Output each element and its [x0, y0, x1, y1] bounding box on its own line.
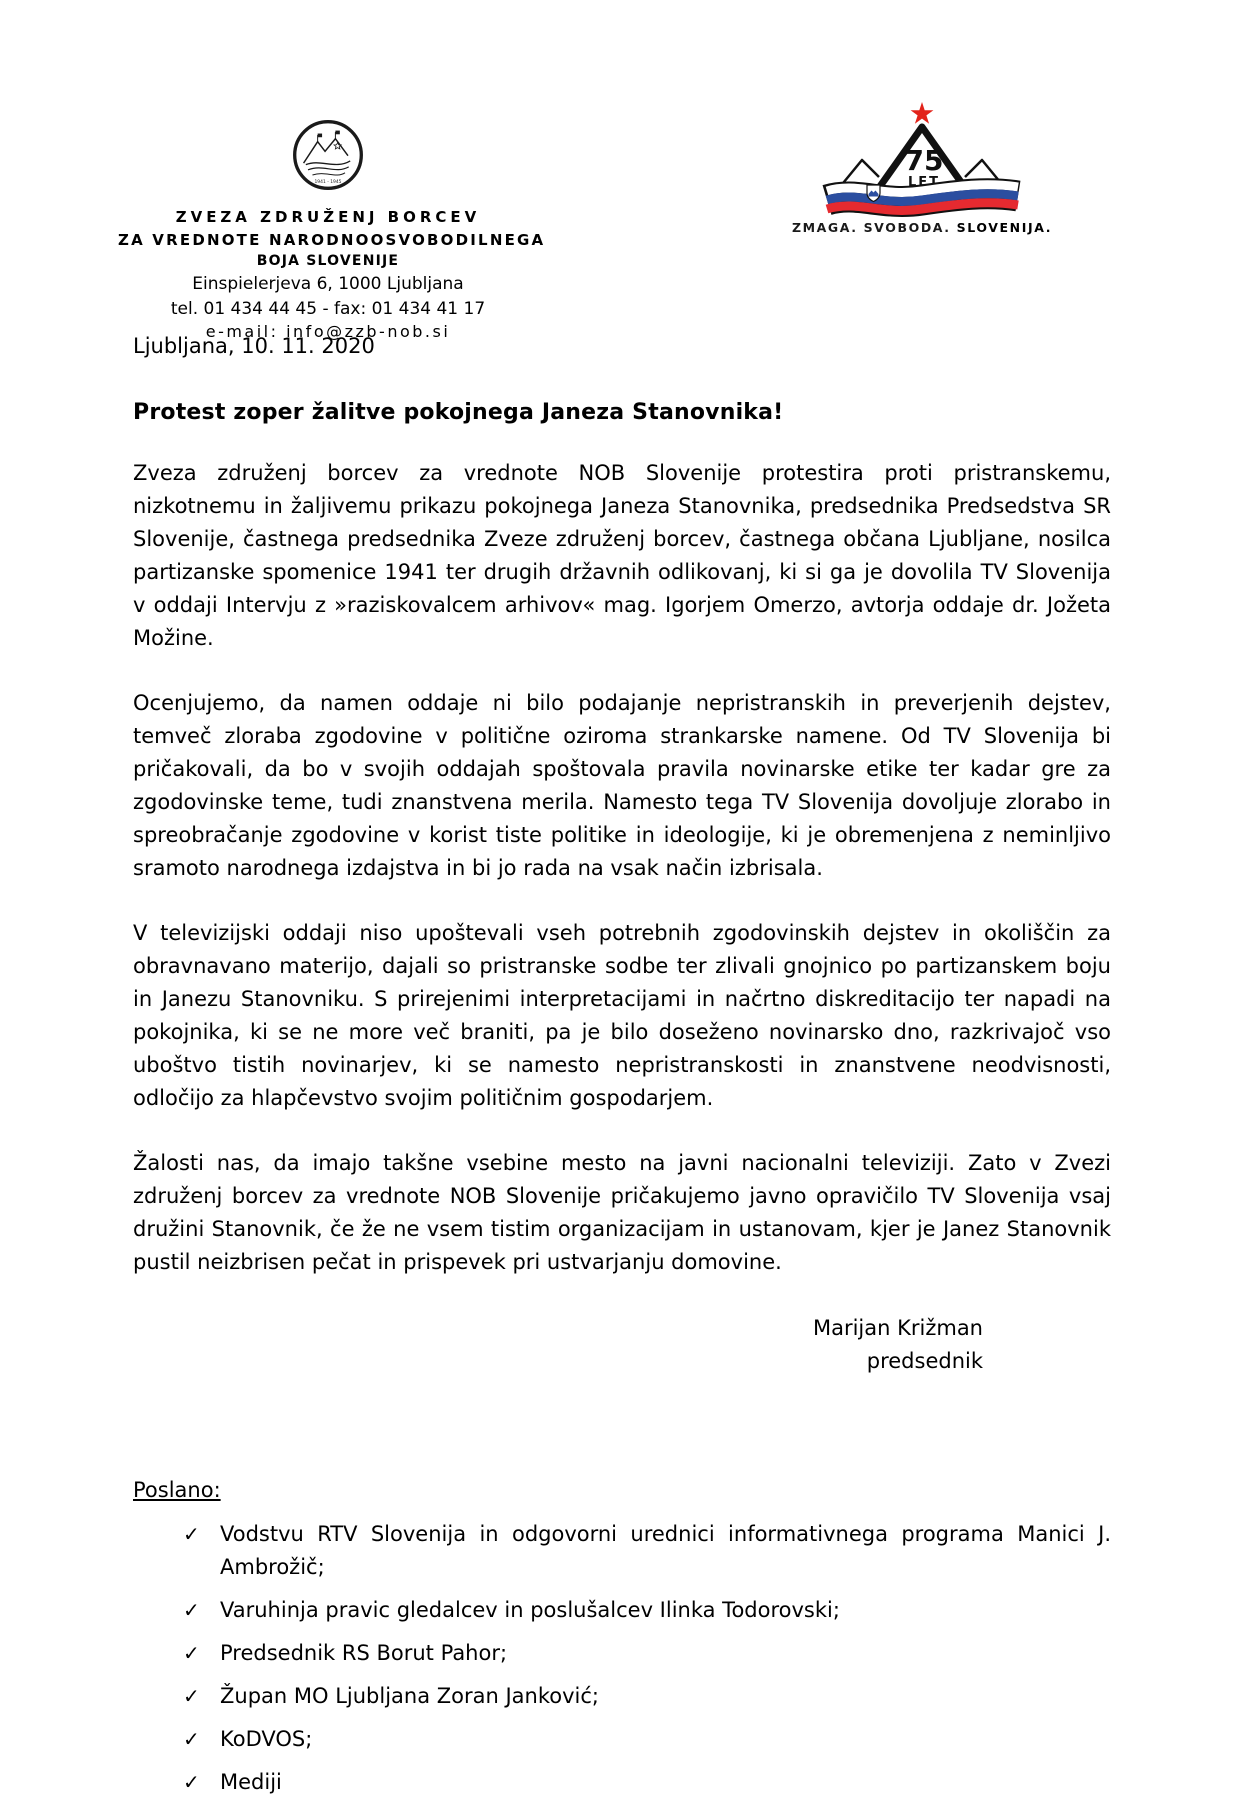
- list-item-text: Mediji: [220, 1770, 282, 1794]
- logo-years-label: LET: [907, 175, 941, 190]
- checkmark-icon: ✓: [183, 1641, 200, 1665]
- checkmark-icon: ✓: [183, 1598, 200, 1622]
- list-item-text: Župan MO Ljubljana Zoran Janković;: [220, 1684, 600, 1708]
- list-item: [183, 1594, 1111, 1627]
- list-item: [183, 1766, 1111, 1799]
- logo-slogan: [772, 220, 1072, 235]
- checkmark-icon: ✓: [183, 1727, 200, 1751]
- slogan-regular: ZMAGA. SVOBODA.: [791, 220, 957, 235]
- subject-line: Protest zoper žalitve pokojnega Janeza Stanovnika!: [133, 400, 784, 425]
- list-item: [183, 1723, 1111, 1756]
- letterhead-right: [772, 100, 1072, 235]
- slogan-bold: SLOVENIJA.: [956, 220, 1053, 235]
- list-item: [183, 1680, 1111, 1713]
- 75-let-anniversary-logo-icon: [772, 100, 1072, 218]
- emblem-years-label: 1941 - 1945: [314, 180, 342, 186]
- list-item: [183, 1637, 1111, 1670]
- letter-body: [133, 400, 1111, 1809]
- org-name-line1: ZVEZA ZDRUŽENJ BORCEV: [175, 208, 481, 226]
- list-item-text: Varuhinja pravic gledalcev in poslušalcev Ilinka Todorovski;: [220, 1598, 840, 1622]
- org-name-line2: ZA VREDNOTE NARODNOOSVOBODILNEGA: [118, 231, 546, 249]
- checkmark-icon: ✓: [183, 1684, 200, 1708]
- paragraph-4: Žalosti nas, da imajo takšne vsebine mesto na javni nacionalni televiziji. Zato v Zvezi združenj borcev za vrednote NOB Slovenije pričakujemo javno opravičilo TV Slovenija vsaj družini Stanovnik, če že ne vsem tistim organizacijam in ustanovam, kjer je Janez Stanovnik pustil neizbrisen pečat in prispevek pri ustvarjanju domovine.: [133, 1151, 1111, 1274]
- distribution-heading: Poslano:: [133, 1478, 221, 1502]
- signature-title: predsednik: [866, 1349, 983, 1373]
- dateline: Ljubljana, 10. 11. 2020: [133, 334, 375, 358]
- checkmark-icon: ✓: [183, 1522, 200, 1546]
- paragraph-1: Zveza združenj borcev za vrednote NOB Slovenije protestira proti pristranskemu, nizkotnemu in žaljivemu prikazu pokojnega Janeza Stanovnika, predsednika Predsedstva SR Slovenije, častnega predsednika Zveze združenj borcev, častnega občana Ljubljane, nosilca partizanske spomenice 1941 ter drugih državnih odlikovanj, ki si ga je dovolila TV Slovenija v oddaji Intervju z »raziskovalcem arhivov« mag. Igorjem Omerzo, avtorja oddaje dr. Jožeta Možine.: [133, 461, 1111, 650]
- org-address: Einspielerjeva 6, 1000 Ljubljana: [192, 274, 464, 294]
- list-item: [183, 1518, 1111, 1584]
- checkmark-icon: ✓: [183, 1770, 200, 1794]
- slovenian-flag-wave: [827, 185, 1018, 211]
- signature-block: [133, 1312, 1111, 1378]
- coat-of-arms-icon: [867, 185, 880, 202]
- org-name-line3: BOJA SLOVENIJE: [256, 253, 400, 269]
- paragraph-3: V televizijski oddaji niso upoštevali vseh potrebnih zgodovinskih dejstev in okoliščin za obravnavano materijo, dajali so pristranske sodbe ter zlivali gnojnico po partizanskem boju in Janezu Stanovniku. S prirejenimi interpretacijami in načrtno diskreditacijo ter napadi na pokojnika, ki se ne more več braniti, pa je bilo doseženo novinarsko dno, razkrivajoč vso uboštvo tistih novinarjev, ki se namesto nepristranskosti in znanstvene neodvisnosti, odločijo za hlapčevstvo svojim političnim gospodarjem.: [133, 921, 1111, 1110]
- org-phone-fax: tel. 01 434 44 45 - fax: 01 434 41 17: [170, 299, 486, 319]
- letterhead-left: [118, 118, 546, 341]
- zzb-mountains-emblem-icon: [291, 118, 365, 192]
- logo-years-number: 75: [904, 144, 944, 177]
- org-email: e-mail: info@zzb-nob.si: [205, 322, 451, 341]
- list-item-text: Predsednik RS Borut Pahor;: [220, 1641, 508, 1665]
- list-item-text: KoDVOS;: [220, 1727, 313, 1751]
- signature-name: Marijan Križman: [812, 1316, 983, 1340]
- list-item-text: Vodstvu RTV Slovenija in odgovorni urednici informativnega programa Manici J. Ambrožič;: [220, 1522, 1111, 1579]
- paragraph-2: Ocenjujemo, da namen oddaje ni bilo podajanje nepristranskih in preverjenih dejstev, temveč zloraba zgodovine v politične oziroma strankarske namene. Od TV Slovenija bi pričakovali, da bo v svojih oddajah spoštovala pravila novinarske etike ter kadar gre za zgodovinske teme, tudi znanstvena merila. Namesto tega TV Slovenija dovoljuje zlorabo in spreobračanje zgodovine v korist tiste politike in ideologije, ki je obremenjena z neminljivo sramoto narodnega izdajstva in bi jo rada na vsak način izbrisala.: [133, 691, 1111, 880]
- distribution-list: [133, 1518, 1111, 1799]
